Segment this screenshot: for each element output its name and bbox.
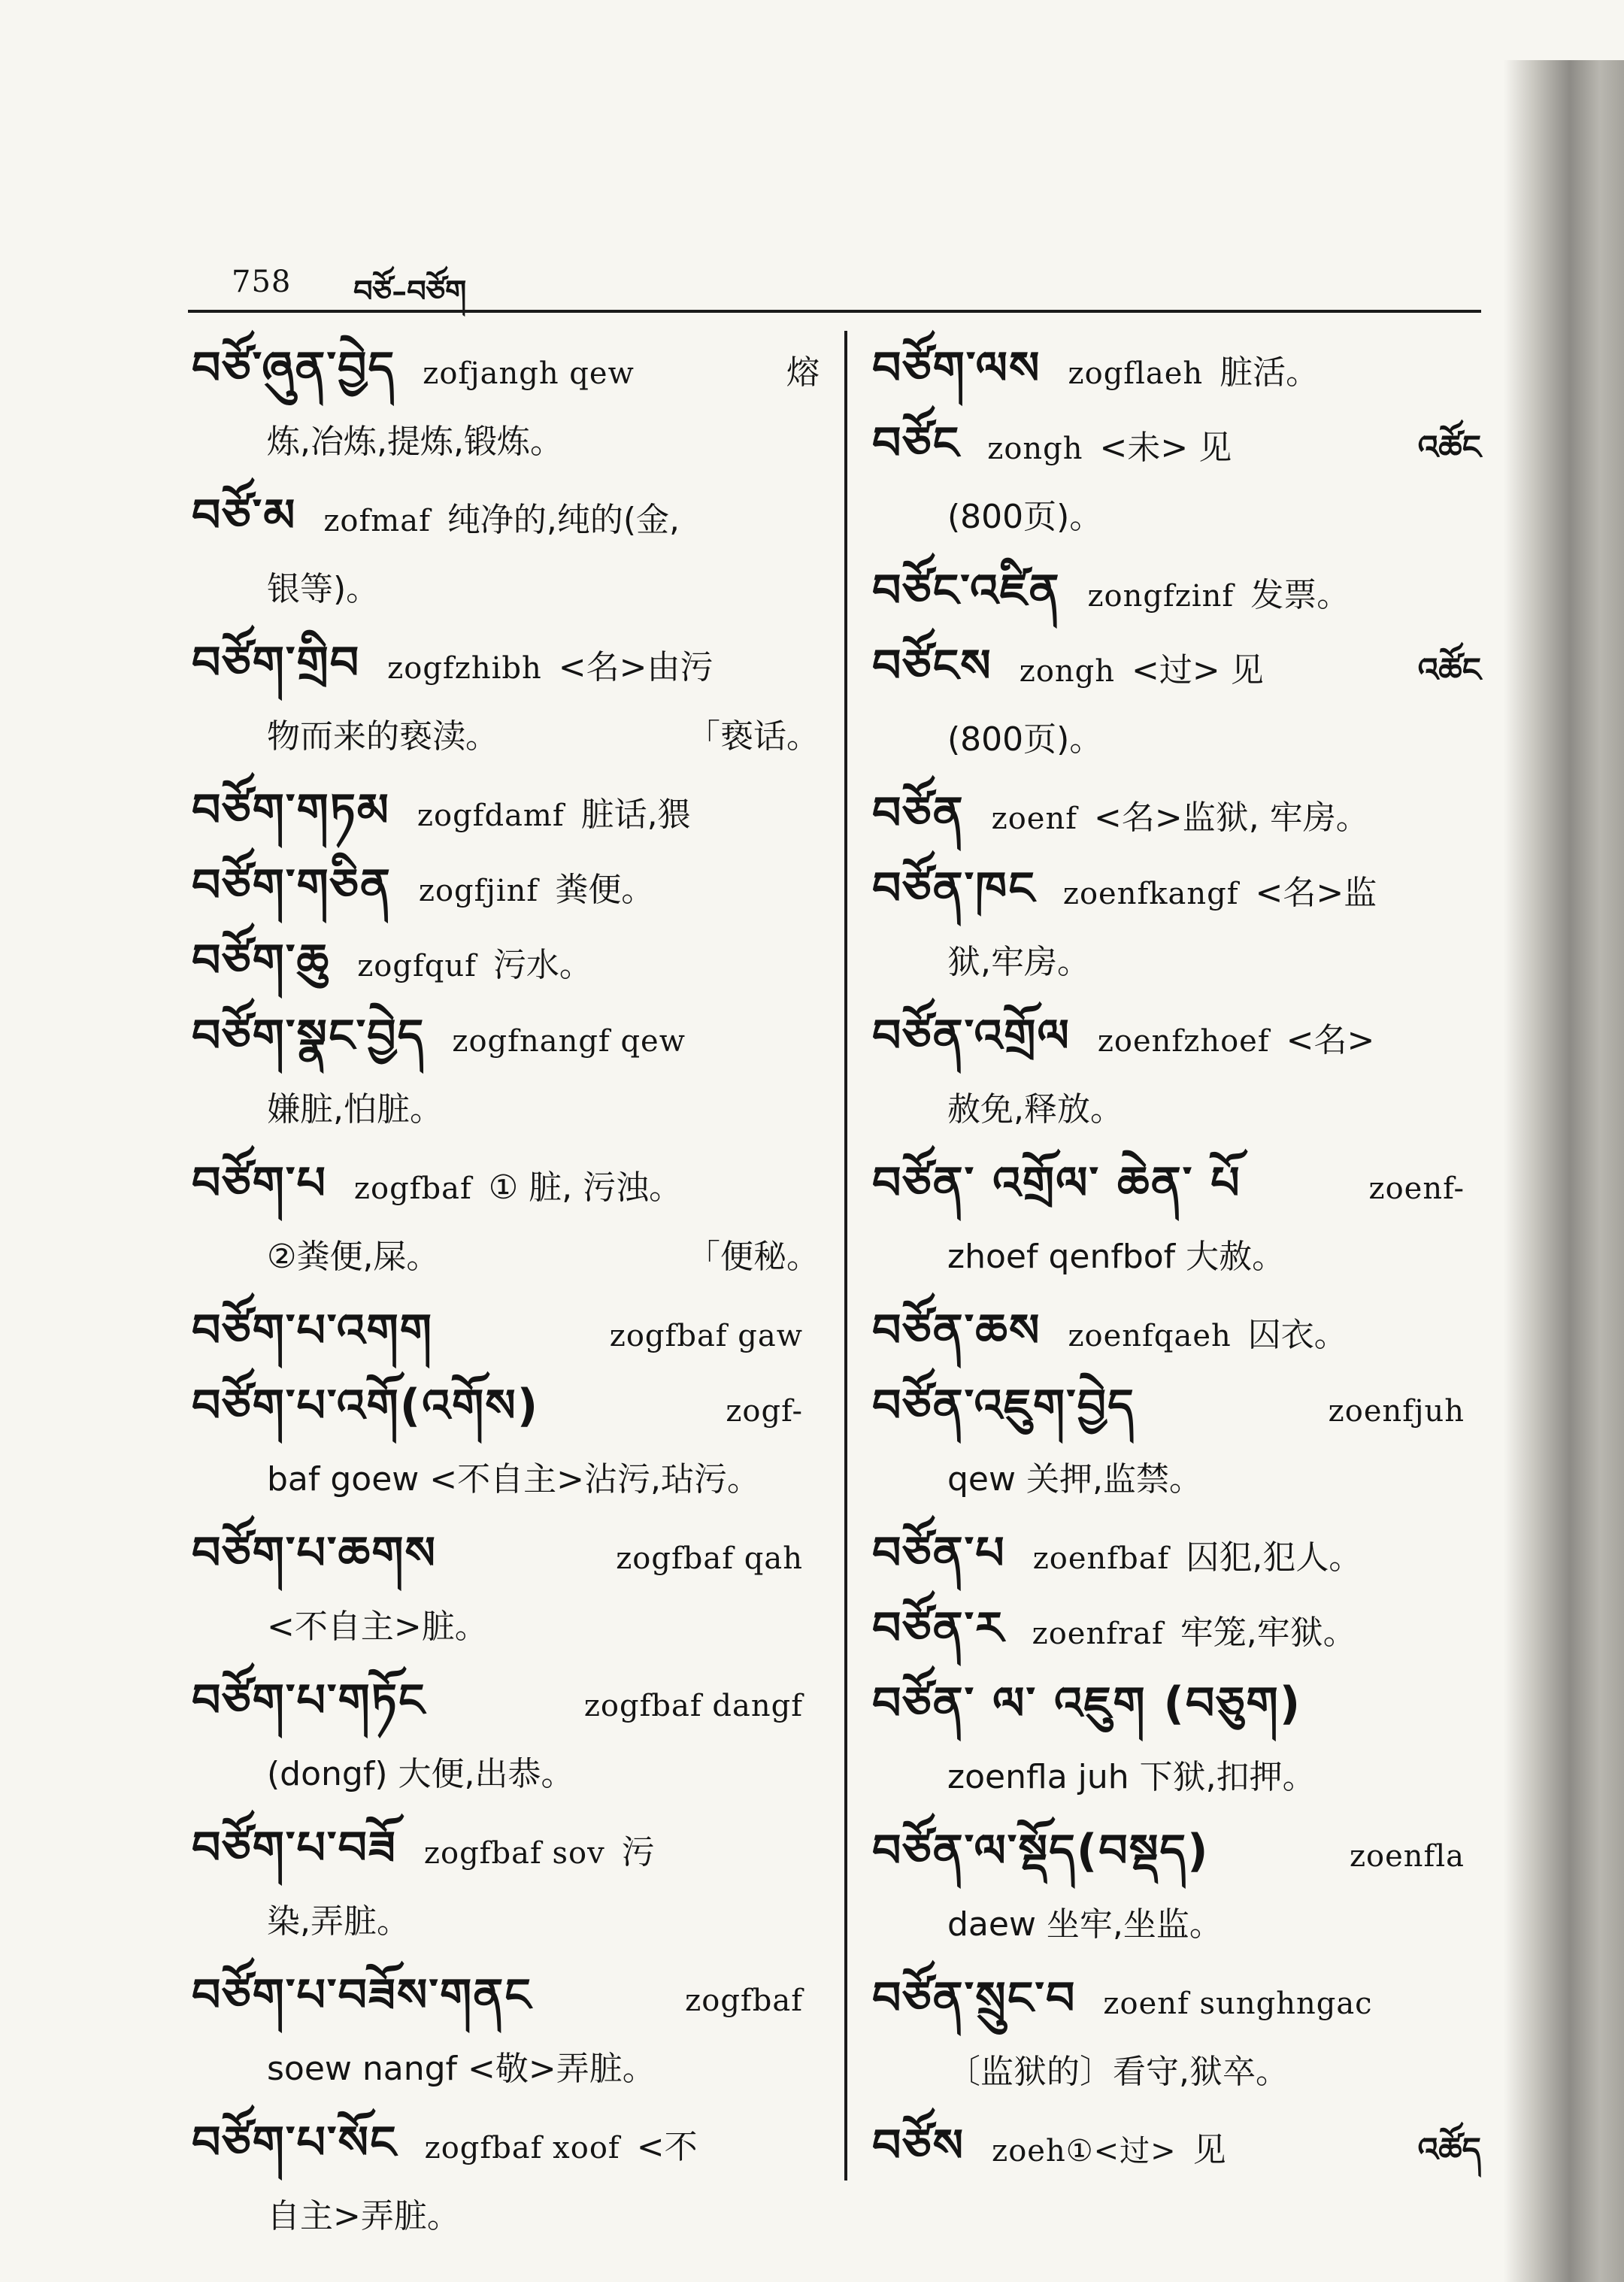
headword: བཙོན་ཆས — [872, 1305, 1041, 1357]
dictionary-entry — [872, 776, 1481, 851]
dictionary-entry — [192, 2105, 820, 2253]
romanization: zongh — [1019, 654, 1116, 689]
dictionary-entry — [872, 1293, 1481, 1368]
dictionary-entry — [872, 1368, 1481, 1516]
romanization: zogfnangf qew — [452, 1024, 686, 1059]
dictionary-entry — [192, 1811, 820, 1958]
gloss: 脏话,猥 — [580, 796, 691, 834]
gloss: 污 — [621, 1833, 655, 1871]
romanization: zoenfqaeh — [1068, 1319, 1232, 1353]
romanization: zofmaf — [323, 504, 431, 538]
romanization: zogfbaf xoof — [424, 2131, 620, 2165]
romanization: zoeh①<过> — [992, 2134, 1177, 2168]
dictionary-entry — [192, 1146, 820, 1293]
romanization: zoenf sunghngac — [1103, 1987, 1373, 2021]
dictionary-entry — [192, 1663, 820, 1811]
left-column — [192, 331, 820, 2253]
gloss-continuation: 〔监狱的〕看守,狱卒。 — [947, 2053, 1289, 2091]
gloss-continuation: 自主>弄脏。 — [267, 2197, 460, 2235]
gloss-continuation: 银等)。 — [267, 570, 380, 608]
gloss: <未> 见 — [1099, 429, 1232, 467]
romanization: zoenfkangf — [1062, 877, 1239, 911]
gloss-continuation: zoenfla juh 下狱,扣押。 — [947, 1758, 1316, 1796]
dictionary-entry — [872, 1814, 1481, 1961]
gloss-continuation-right: 「便秘。 — [687, 1238, 820, 1276]
gloss-continuation: 赦免,释放。 — [947, 1090, 1123, 1129]
headword: བཙོག་སྣང་བྱེད — [192, 1010, 426, 1062]
gloss: 牢笼,牢狱。 — [1180, 1614, 1356, 1652]
headword: བཙོན་ལ་སྡོད(བསྡད) — [872, 1825, 1210, 1877]
romanization: zoenf — [991, 802, 1078, 836]
gloss: <名>由污 — [558, 648, 714, 686]
header-rule — [188, 310, 1481, 313]
gloss-continuation: (800页)。 — [947, 498, 1103, 536]
headword: བཙོག་གཅིན — [192, 859, 392, 912]
gloss-continuation: <不自主>脏。 — [267, 1608, 488, 1646]
gloss: 粪便。 — [555, 871, 655, 909]
gloss-continuation: baf goew <不自主>沾污,玷污。 — [267, 1460, 760, 1499]
gloss-continuation: zhoef qenfbof 大赦。 — [947, 1238, 1286, 1276]
romanization: zongfzinf — [1087, 579, 1235, 614]
dictionary-entry — [872, 999, 1481, 1146]
romanization: zogfjinf — [418, 874, 539, 908]
headword: བཙོན་ར — [872, 1602, 1005, 1655]
gloss-continuation: 嫌脏,怕脏。 — [267, 1090, 443, 1129]
gloss: ① 脏, 污浊。 — [488, 1168, 683, 1207]
headword: བཙོན་ འགྲོལ་ ཆེན་ པོ — [872, 1157, 1241, 1210]
headword: བཙོན་འཇུག་བྱེད — [872, 1380, 1135, 1432]
romanization: zogfbaf qah — [616, 1541, 803, 1576]
dictionary-entry — [872, 1146, 1481, 1293]
gloss-continuation: 染,弄脏。 — [267, 1902, 410, 1941]
dictionary-entry — [872, 1666, 1481, 1814]
headword: བཙོ་ཞུན་བྱེད — [192, 342, 396, 395]
headword: བཙོག་པ་སོང — [192, 2117, 398, 2169]
gloss: <名>监狱, 牢房。 — [1094, 799, 1369, 837]
gloss-continuation: (800页)。 — [947, 720, 1103, 759]
romanization: zogfbaf sov — [423, 1836, 605, 1871]
gloss-continuation: qew 关押,监禁。 — [947, 1460, 1202, 1499]
gloss: <过> 见 — [1132, 651, 1264, 689]
romanization: zogfdamf — [417, 799, 565, 833]
headword: བཙོན་ ལ་ འཇུག (བཅུག) — [872, 1677, 1302, 1730]
dictionary-entry — [192, 331, 820, 478]
headword: བཙོང — [872, 417, 961, 470]
gloss: 脏活。 — [1220, 353, 1320, 392]
dictionary-entry — [192, 626, 820, 773]
dictionary-entry — [192, 478, 820, 626]
page-header — [226, 248, 1489, 308]
cross-reference: འཚོང — [1417, 429, 1481, 467]
romanization: zofjangh qew — [423, 356, 635, 391]
dictionary-entry — [872, 629, 1481, 776]
gloss: <名>监 — [1255, 874, 1377, 912]
running-head: བཙོ–བཙོག — [353, 274, 467, 309]
gloss: 熔 — [786, 353, 820, 392]
dictionary-entry — [872, 2108, 1481, 2184]
headword: བཙོ་མ — [192, 489, 297, 542]
dictionary-entry — [192, 848, 820, 923]
cross-reference: འཚོད — [1417, 2131, 1481, 2169]
headword: བཙོག་པ — [192, 1157, 327, 1210]
headword: བཙོན — [872, 787, 965, 840]
headword: བཙོང་འཛིན — [872, 565, 1061, 617]
romanization: zoenfraf — [1032, 1617, 1164, 1651]
romanization: zogfbaf dangf — [583, 1689, 803, 1723]
gloss: 囚犯,犯人。 — [1186, 1538, 1362, 1577]
headword: བཙོན་པ — [872, 1527, 1006, 1580]
gloss-continuation: 炼,冶炼,提炼,锻炼。 — [267, 423, 563, 461]
romanization: zogfbaf — [353, 1171, 472, 1206]
headword: བཙོག་པ་བཟོ — [192, 1822, 397, 1874]
gloss: 纯净的,纯的(金, — [447, 501, 680, 539]
gloss-continuation-right: 「亵话。 — [687, 717, 820, 756]
dictionary-entry — [872, 331, 1481, 406]
headword: བཙོག་ལས — [872, 342, 1041, 395]
romanization: zoenfbaf — [1032, 1541, 1170, 1576]
dictionary-entry — [192, 1293, 820, 1368]
dictionary-entry — [192, 773, 820, 848]
headword: བཙོངས — [872, 640, 992, 692]
headword: བཙོག་པ་ཆགས — [192, 1527, 437, 1580]
headword: བཙོག་པ་གཏོང — [192, 1674, 426, 1727]
dictionary-entry — [192, 1368, 820, 1516]
gloss-continuation: daew 坐牢,坐监。 — [947, 1905, 1223, 1944]
gloss-continuation: ②粪便,屎。 — [267, 1238, 440, 1276]
dictionary-entry — [872, 1591, 1481, 1666]
headword: བཙོན་སྲུང་བ — [872, 1972, 1077, 2025]
romanization: zoenfzhoef — [1097, 1024, 1270, 1059]
romanization: zoenf- — [1368, 1171, 1465, 1206]
romanization: zogfquf — [357, 949, 477, 983]
page-number: 758 — [232, 265, 292, 299]
gloss-continuation: soew nangf <敬>弄脏。 — [267, 2050, 656, 2088]
column-divider — [844, 331, 847, 2180]
gloss: <名> — [1286, 1021, 1375, 1059]
gloss-continuation: 狱,牢房。 — [947, 943, 1090, 981]
romanization: zogfbaf gaw — [609, 1319, 803, 1353]
gloss: 发票。 — [1250, 576, 1350, 614]
dictionary-entry — [192, 999, 820, 1146]
headword: བཙོན་ཁང — [872, 862, 1036, 915]
romanization: zogfzhibh — [387, 651, 542, 686]
headword: བཙོག་པ་བཟོས་གནང — [192, 1969, 532, 2022]
romanization: zoenfjuh — [1328, 1394, 1465, 1429]
right-column — [872, 331, 1481, 2184]
dictionary-entry — [872, 1961, 1481, 2108]
dictionary-entry — [192, 1958, 820, 2105]
gloss: <不 — [636, 2128, 698, 2166]
dictionary-entry — [192, 1516, 820, 1663]
headword: བཙོག་ཆུ — [192, 935, 331, 987]
gloss-continuation: (dongf) 大便,出恭。 — [267, 1755, 574, 1793]
romanization: zoenfla — [1349, 1839, 1465, 1874]
headword: བཙོན་འགྲོལ — [872, 1010, 1071, 1062]
cross-reference: འཚོང — [1417, 651, 1481, 689]
gloss: 见 — [1192, 2131, 1226, 2169]
headword: བཙོས — [872, 2120, 965, 2172]
headword: བཙོག་པ་འགག — [192, 1305, 433, 1357]
dictionary-entry — [872, 553, 1481, 629]
headword: བཙོག་གཏམ — [192, 784, 390, 837]
dictionary-entry — [192, 923, 820, 999]
gloss: 囚衣。 — [1247, 1316, 1347, 1354]
headword: བཙོག་གྲིབ — [192, 637, 361, 689]
gloss-continuation: 物而来的亵渎。 — [267, 717, 498, 756]
dictionary-entry — [872, 1516, 1481, 1591]
scan-edge-shadow — [1504, 60, 1624, 2282]
romanization: zogfbaf — [685, 1983, 803, 2018]
dictionary-entry — [872, 851, 1481, 999]
romanization: zogf- — [726, 1394, 803, 1429]
headword: བཙོག་པ་འགོ(འགོས) — [192, 1380, 540, 1432]
gloss: 污水。 — [492, 946, 592, 984]
dictionary-entry — [872, 406, 1481, 553]
romanization: zogflaeh — [1068, 356, 1204, 391]
romanization: zongh — [987, 432, 1083, 466]
